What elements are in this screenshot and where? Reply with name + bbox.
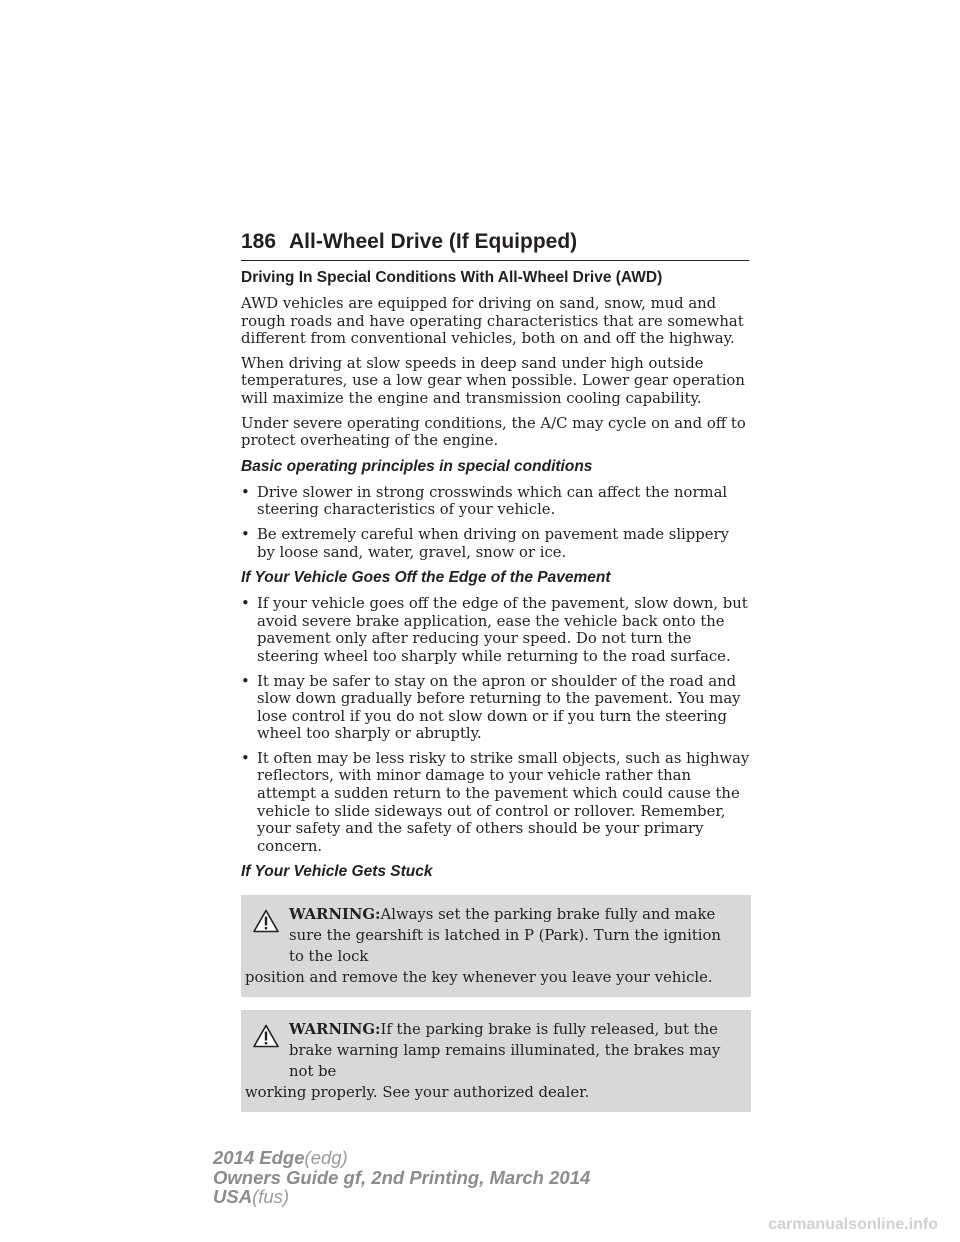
warning-text: Always set the parking brake fully and make sure the gearshift is latched in P (Park). Turn the ignition to the lock [289, 906, 721, 966]
warning-box [241, 895, 751, 997]
list-item-text: Be extremely careful when driving on pavement made slippery by loose sand, water, gravel, snow or ice. [257, 525, 729, 561]
bullet-list [241, 484, 751, 561]
list-item-text: If your vehicle goes off the edge of the pavement, slow down, but avoid severe brake application, ease the vehicle back onto the pavement only after reducing your speed. Do not turn the steering wheel too sharply while returning to the road surface. [257, 595, 748, 665]
subsection-heading: Basic operating principles in special conditions [241, 457, 593, 475]
footer-market: USA [213, 1186, 253, 1207]
list-item-text: Drive slower in strong crosswinds which can affect the normal steering characteristics of your vehicle. [257, 483, 728, 519]
footer-market-code: (fus) [252, 1186, 290, 1207]
footer-model: 2014 Edge [213, 1147, 305, 1168]
paragraph: AWD vehicles are equipped for driving on sand, snow, mud and rough roads and have operating characteristics that are somewhat different from conventional vehicles, both on and off the highway. [241, 295, 744, 348]
chapter-title: All-Wheel Drive (If Equipped) [289, 230, 578, 253]
page-header [241, 226, 749, 261]
paragraph: Under severe operating conditions, the A/C may cycle on and off to protect overheating of the engine. [241, 414, 746, 450]
bullet-icon: • [241, 749, 250, 767]
list-item [241, 750, 751, 856]
list-item-text: It often may be less risky to strike small objects, such as highway reflectors, with minor damage to your vehicle rather than attempt a sudden return to the pavement which could cause the vehicle to slide sideways out of control or rollover. Remember, your safety and the safety of others should be your primary concern. [257, 749, 750, 855]
list-item [241, 484, 751, 519]
section-heading: Driving In Special Conditions With All-Wheel Drive (AWD) [241, 269, 663, 286]
warning-text-continued: working properly. See your authorized dealer. [245, 1084, 590, 1102]
subsection-heading: If Your Vehicle Gets Stuck [241, 863, 433, 881]
bullet-icon: • [241, 672, 250, 690]
footer-model-code: (edg) [304, 1147, 348, 1168]
warning-box [241, 1010, 751, 1112]
warning-label: WARNING: [289, 1021, 381, 1039]
bullet-icon: • [241, 525, 250, 543]
warning-lead [245, 904, 738, 967]
page-content [241, 268, 751, 1112]
page-number: 186 [241, 230, 277, 253]
list-item [241, 526, 751, 561]
list-item [241, 595, 751, 665]
list-item [241, 673, 751, 743]
warning-label: WARNING: [289, 906, 381, 924]
warning-lead [245, 1019, 738, 1082]
warning-text-continued: position and remove the key whenever you leave your vehicle. [245, 969, 713, 987]
document-footer [213, 1148, 590, 1207]
paragraph: When driving at slow speeds in deep sand under high outside temperatures, use a low gear when possible. Lower gear operation will maximize the engine and transmission cooling capability. [241, 354, 745, 407]
footer-edition: Owners Guide gf, 2nd Printing, March 2014 [213, 1166, 591, 1188]
watermark: carmanualsonline.info [768, 1216, 938, 1233]
subsection-heading: If Your Vehicle Goes Off the Edge of the Pavement [241, 569, 611, 587]
bullet-list [241, 595, 751, 855]
list-item-text: It may be safer to stay on the apron or shoulder of the road and slow down gradually before returning to the pavement. You may lose control if you do not slow down or if you turn the steering wheel too sharply or abruptly. [257, 672, 741, 743]
warning-text: If the parking brake is fully released, but the brake warning lamp remains illuminated, the brakes may not be [289, 1021, 721, 1081]
warning-triangle-icon [253, 909, 279, 933]
bullet-icon: • [241, 483, 250, 501]
bullet-icon: • [241, 595, 250, 613]
warning-triangle-icon [253, 1024, 279, 1048]
